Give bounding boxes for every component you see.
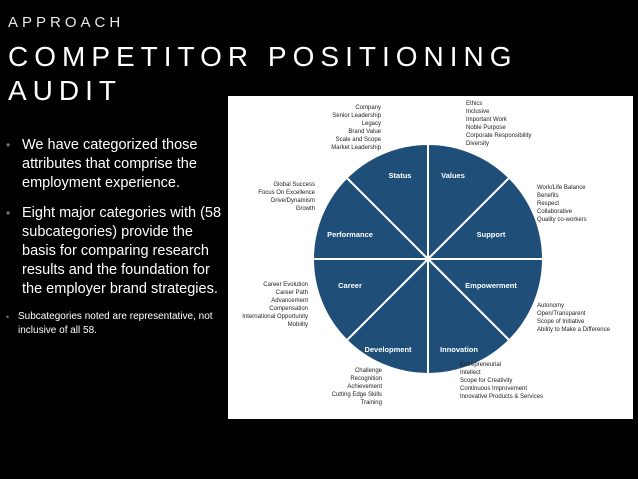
subcategory-label: Ability to Make a Difference — [537, 327, 610, 333]
subcategory-label: Intellect — [460, 370, 481, 376]
subcategory-label: Scale and Scope — [335, 137, 381, 143]
subcategory-label: Diversity — [466, 141, 490, 147]
subcategory-label: Market Leadership — [331, 145, 381, 151]
subcategory-label: Quality co-workers — [537, 217, 587, 223]
subcategory-label: Challenge — [354, 368, 382, 374]
wheel-segment-label: Performance — [327, 230, 373, 239]
subcategory-label: Benefits — [537, 193, 559, 199]
subcategory-label: Scope for Creativity — [460, 378, 513, 384]
wheel-segment-label: Support — [476, 230, 506, 239]
subcategory-label: Achievement — [347, 384, 382, 390]
subcategory-label: Company — [355, 105, 381, 111]
subcategory-label: Collaborative — [537, 209, 573, 215]
note-text: Subcategories noted are representative, not inclusive of all 58. — [18, 311, 213, 336]
subcategory-label: Recognition — [350, 376, 382, 382]
wheel-segment-label: Empowerment — [465, 281, 517, 290]
subcategory-label: Career Path — [275, 290, 308, 296]
subcategory-label: Training — [360, 400, 382, 406]
subcategory-label: Work/Life Balance — [537, 185, 586, 191]
bullet-item — [6, 204, 228, 299]
subcategory-label: Ethics — [466, 101, 483, 107]
subcategory-label: Compensation — [269, 306, 308, 312]
subcategory-label: Noble Purpose — [466, 125, 506, 131]
bullet-dot-icon: • — [6, 138, 11, 152]
wheel-diagram-panel — [228, 96, 633, 419]
wheel-segment-label: Career — [338, 281, 362, 290]
subcategory-label: Focus On Excellence — [258, 190, 315, 196]
subcategory-label: Respect — [537, 201, 560, 207]
subcategory-label: Drive/Dynamism — [270, 198, 315, 204]
subcategory-label: Autonomy — [537, 303, 565, 309]
subcategory-label: Brand Value — [348, 129, 381, 135]
wheel-segment-label: Development — [364, 345, 412, 354]
wheel-segment-label: Values — [441, 171, 465, 180]
bullet-text: Eight major categories with (58 subcategories) provide the basis for comparing research results and the foundation for the employer brand strategies. — [22, 205, 222, 297]
slide-title-line-1: COMPETITOR POSITIONING — [8, 41, 518, 72]
subcategory-label: Innovative Products & Services — [460, 394, 544, 400]
subcategory-label: Continuous Improvement — [460, 386, 528, 392]
subcategory-label: Corporate Responsibility — [466, 133, 532, 139]
subcategory-label: Legacy — [361, 121, 381, 127]
subcategory-label: Growth — [295, 206, 315, 212]
subcategory-label: Inclusive — [466, 109, 490, 115]
subcategory-label: Career Evolution — [263, 282, 308, 288]
subcategory-label: Entrepreneurial — [460, 362, 502, 368]
subcategory-label: Important Work — [466, 117, 507, 123]
slide-title-line-2: AUDIT — [8, 75, 122, 106]
subcategory-label: Cutting Edge Skills — [331, 392, 382, 398]
wheel-segment-label: Innovation — [440, 345, 478, 354]
bullet-dot-icon: • — [6, 206, 11, 220]
wheel-diagram — [228, 96, 633, 419]
subcategory-label: Scope of Initiative — [537, 319, 585, 325]
bullet-item — [6, 136, 228, 193]
bullet-list — [6, 136, 228, 349]
bullet-dot-icon: • — [6, 312, 10, 322]
subcategory-label: Senior Leadership — [332, 113, 381, 119]
note-item — [6, 310, 228, 338]
subcategory-label: Advancement — [271, 298, 308, 304]
wheel-segment-label: Status — [388, 171, 412, 180]
slide-eyebrow: APPROACH — [8, 14, 125, 31]
bullet-text: We have categorized those attributes that comprise the employment experience. — [22, 137, 198, 191]
subcategory-label: International Opportunity — [242, 314, 308, 320]
subcategory-label: Global Success — [273, 182, 315, 188]
subcategory-label: Mobility — [287, 322, 308, 328]
subcategory-label: Open/Transparent — [537, 311, 586, 317]
